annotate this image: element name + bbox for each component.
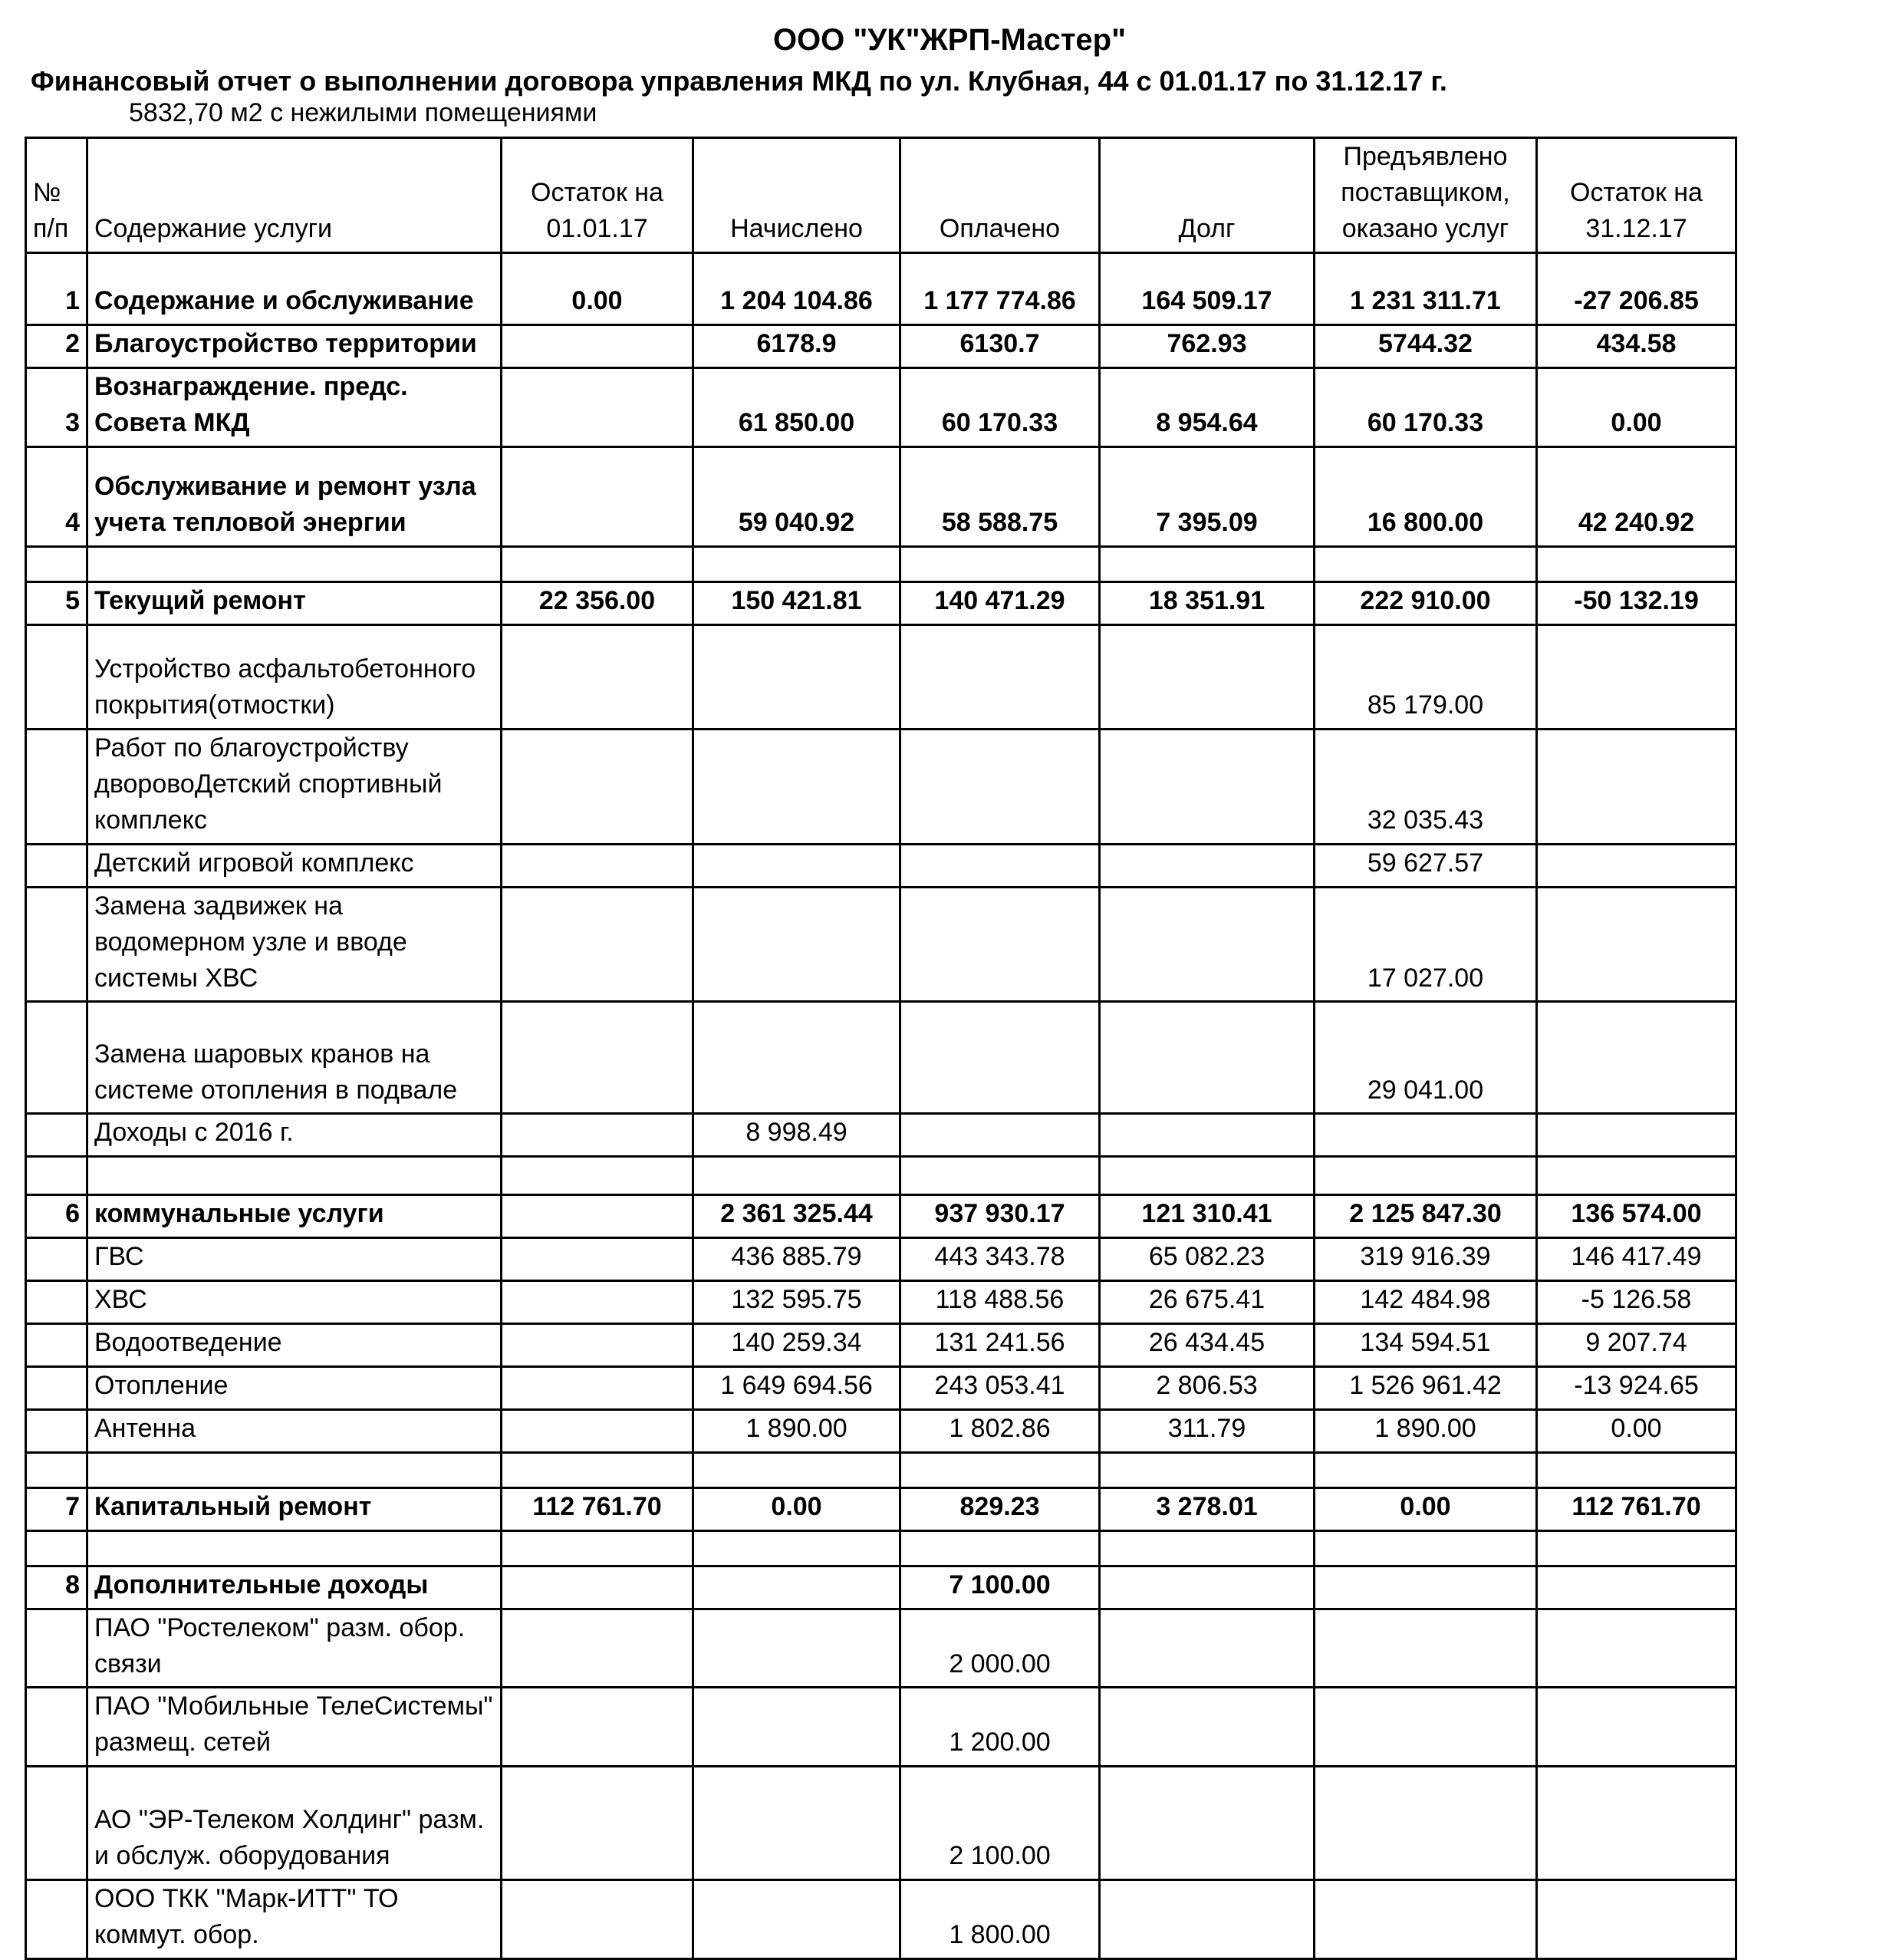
- table-row: [26, 1002, 1736, 1114]
- paid-value: [900, 844, 1100, 887]
- table-row: [26, 1157, 1736, 1195]
- balance-start-value: [502, 1880, 693, 1959]
- debt-value: [1100, 624, 1315, 729]
- supplier-value: 59 627.57: [1315, 844, 1537, 887]
- supplier-value: 29 041.00: [1315, 1002, 1537, 1114]
- table-row: [26, 1609, 1736, 1688]
- table-row: [26, 1409, 1736, 1452]
- table-row: [26, 1767, 1736, 1880]
- balance-end-value: [1537, 546, 1736, 581]
- debt-value: 2 806.53: [1100, 1366, 1315, 1409]
- row-no: [26, 1324, 87, 1367]
- accrued-value: [693, 546, 900, 581]
- balance-start-value: [502, 446, 693, 546]
- table-row: [26, 1487, 1736, 1530]
- service-name: Содержание и обслуживание: [87, 253, 502, 325]
- row-no: [26, 1880, 87, 1959]
- accrued-value: 1 890.00: [693, 1409, 900, 1452]
- paid-value: 2 100.00: [900, 1767, 1100, 1880]
- service-name: ПАО "Ростелеком" разм. обор. связи: [87, 1609, 502, 1688]
- balance-start-value: [502, 1238, 693, 1281]
- accrued-value: [693, 887, 900, 1002]
- report-title: Финансовый отчет о выполнении договора управления МКД по ул. Клубная, 44 с 01.01.17 по 31.12.17 г.: [31, 65, 1447, 97]
- table-row: [26, 325, 1736, 368]
- paid-value: 829.23: [900, 1487, 1100, 1530]
- col-header-balance-end: Остаток на 31.12.17: [1537, 138, 1736, 253]
- accrued-value: 8 998.49: [693, 1114, 900, 1157]
- accrued-value: [693, 729, 900, 844]
- service-name: Дополнительные доходы: [87, 1566, 502, 1609]
- service-name: ПАО "Мобильные ТелеСистемы" размещ. сетей: [87, 1688, 502, 1767]
- balance-start-value: [502, 1409, 693, 1452]
- accrued-value: 6178.9: [693, 325, 900, 368]
- supplier-value: [1315, 1609, 1537, 1688]
- table-row: [26, 1281, 1736, 1324]
- row-no: [26, 1114, 87, 1157]
- balance-end-value: 0.00: [1537, 1409, 1736, 1452]
- row-no: [26, 624, 87, 729]
- paid-value: [900, 1157, 1100, 1195]
- debt-value: [1100, 1157, 1315, 1195]
- service-name: ГВС: [87, 1238, 502, 1281]
- balance-start-value: [502, 887, 693, 1002]
- accrued-value: [693, 1002, 900, 1114]
- service-name: Обслуживание и ремонт узла учета тепловой энергии: [87, 446, 502, 546]
- table-row: [26, 1114, 1736, 1157]
- supplier-value: 5744.32: [1315, 325, 1537, 368]
- paid-value: 443 343.78: [900, 1238, 1100, 1281]
- balance-end-value: 42 240.92: [1537, 446, 1736, 546]
- debt-value: 8 954.64: [1100, 368, 1315, 447]
- balance-end-value: 136 574.00: [1537, 1195, 1736, 1238]
- row-no: [26, 1409, 87, 1452]
- paid-value: [900, 1530, 1100, 1566]
- service-name: Отопление: [87, 1366, 502, 1409]
- accrued-value: 2 361 325.44: [693, 1195, 900, 1238]
- accrued-value: [693, 1452, 900, 1487]
- balance-start-value: [502, 729, 693, 844]
- paid-value: [900, 1114, 1100, 1157]
- balance-start-value: [502, 1688, 693, 1767]
- service-name: АО "ЭР-Телеком Холдинг" разм. и обслуж. оборудования: [87, 1767, 502, 1880]
- paid-value: 60 170.33: [900, 368, 1100, 447]
- paid-value: 2 000.00: [900, 1609, 1100, 1688]
- debt-value: [1100, 546, 1315, 581]
- supplier-value: 16 800.00: [1315, 446, 1537, 546]
- accrued-value: 436 885.79: [693, 1238, 900, 1281]
- paid-value: 1 802.86: [900, 1409, 1100, 1452]
- debt-value: [1100, 1452, 1315, 1487]
- balance-end-value: [1537, 1114, 1736, 1157]
- accrued-value: 61 850.00: [693, 368, 900, 447]
- balance-start-value: [502, 844, 693, 887]
- balance-start-value: [502, 1281, 693, 1324]
- row-no: [26, 1366, 87, 1409]
- row-no: 6: [26, 1195, 87, 1238]
- paid-value: 243 053.41: [900, 1366, 1100, 1409]
- balance-start-value: [502, 546, 693, 581]
- balance-start-value: [502, 1609, 693, 1688]
- supplier-value: 60 170.33: [1315, 368, 1537, 447]
- table-row: [26, 253, 1736, 325]
- balance-end-value: [1537, 1880, 1736, 1959]
- supplier-value: [1315, 1880, 1537, 1959]
- balance-end-value: [1537, 1530, 1736, 1566]
- service-name: Антенна: [87, 1409, 502, 1452]
- supplier-value: 222 910.00: [1315, 581, 1537, 624]
- balance-start-value: [502, 1452, 693, 1487]
- debt-value: [1100, 1566, 1315, 1609]
- paid-value: 6130.7: [900, 325, 1100, 368]
- supplier-value: [1315, 1114, 1537, 1157]
- row-no: 3: [26, 368, 87, 447]
- paid-value: 118 488.56: [900, 1281, 1100, 1324]
- debt-value: 311.79: [1100, 1409, 1315, 1452]
- supplier-value: 85 179.00: [1315, 624, 1537, 729]
- table-row: [26, 844, 1736, 887]
- row-no: [26, 1767, 87, 1880]
- debt-value: 762.93: [1100, 325, 1315, 368]
- service-name: Устройство асфальтобетонного покрытия(отмостки): [87, 624, 502, 729]
- balance-end-value: 112 761.70: [1537, 1487, 1736, 1530]
- debt-value: 18 351.91: [1100, 581, 1315, 624]
- balance-end-value: -27 206.85: [1537, 253, 1736, 325]
- balance-start-value: [502, 1366, 693, 1409]
- col-header-debt: Долг: [1100, 138, 1315, 253]
- debt-value: [1100, 844, 1315, 887]
- balance-end-value: [1537, 1157, 1736, 1195]
- service-name: Текущий ремонт: [87, 581, 502, 624]
- balance-end-value: [1537, 1688, 1736, 1767]
- debt-value: [1100, 729, 1315, 844]
- balance-start-value: [502, 1157, 693, 1195]
- table-row: [26, 729, 1736, 844]
- accrued-value: [693, 1157, 900, 1195]
- table-row: [26, 1880, 1736, 1959]
- balance-end-value: [1537, 844, 1736, 887]
- service-name: Доходы с 2016 г.: [87, 1114, 502, 1157]
- supplier-value: [1315, 1530, 1537, 1566]
- paid-value: 131 241.56: [900, 1324, 1100, 1367]
- paid-value: 140 471.29: [900, 581, 1100, 624]
- paid-value: 1 177 774.86: [900, 253, 1100, 325]
- table-row: [26, 1688, 1736, 1767]
- debt-value: [1100, 887, 1315, 1002]
- balance-end-value: [1537, 1566, 1736, 1609]
- balance-start-value: [502, 1767, 693, 1880]
- table-row: [26, 1366, 1736, 1409]
- accrued-value: [693, 1688, 900, 1767]
- balance-end-value: 146 417.49: [1537, 1238, 1736, 1281]
- table-row: [26, 1238, 1736, 1281]
- supplier-value: [1315, 1688, 1537, 1767]
- table-row: [26, 624, 1736, 729]
- table-row: [26, 446, 1736, 546]
- table-row: [26, 546, 1736, 581]
- area-note: 5832,70 м2 с нежилыми помещениями: [129, 98, 597, 127]
- service-name: Замена задвижек на водомерном узле и вводе системы ХВС: [87, 887, 502, 1002]
- balance-start-value: 112 761.70: [502, 1487, 693, 1530]
- row-no: [26, 1530, 87, 1566]
- accrued-value: [693, 624, 900, 729]
- balance-end-value: [1537, 1452, 1736, 1487]
- balance-start-value: [502, 1195, 693, 1238]
- balance-start-value: [502, 368, 693, 447]
- table-row: [26, 1566, 1736, 1609]
- paid-value: [900, 624, 1100, 729]
- balance-end-value: [1537, 624, 1736, 729]
- service-name: Водоотведение: [87, 1324, 502, 1367]
- supplier-value: 1 890.00: [1315, 1409, 1537, 1452]
- balance-end-value: 0.00: [1537, 368, 1736, 447]
- debt-value: 7 395.09: [1100, 446, 1315, 546]
- debt-value: 26 675.41: [1100, 1281, 1315, 1324]
- row-no: [26, 1688, 87, 1767]
- debt-value: 164 509.17: [1100, 253, 1315, 325]
- balance-start-value: [502, 325, 693, 368]
- debt-value: [1100, 1767, 1315, 1880]
- row-no: 8: [26, 1566, 87, 1609]
- accrued-value: 1 649 694.56: [693, 1366, 900, 1409]
- balance-end-value: [1537, 729, 1736, 844]
- service-name: ХВС: [87, 1281, 502, 1324]
- debt-value: 65 082.23: [1100, 1238, 1315, 1281]
- row-no: [26, 1238, 87, 1281]
- supplier-value: [1315, 1157, 1537, 1195]
- table-row: [26, 1530, 1736, 1566]
- service-name: [87, 546, 502, 581]
- debt-value: 121 310.41: [1100, 1195, 1315, 1238]
- balance-start-value: [502, 1114, 693, 1157]
- supplier-value: [1315, 1566, 1537, 1609]
- balance-end-value: 9 207.74: [1537, 1324, 1736, 1367]
- paid-value: [900, 1002, 1100, 1114]
- accrued-value: [693, 1566, 900, 1609]
- col-header-no: № п/п: [26, 138, 87, 253]
- table-row: [26, 1195, 1736, 1238]
- supplier-value: 319 916.39: [1315, 1238, 1537, 1281]
- row-no: [26, 1157, 87, 1195]
- supplier-value: 32 035.43: [1315, 729, 1537, 844]
- row-no: [26, 887, 87, 1002]
- service-name: Благоустройство территории: [87, 325, 502, 368]
- row-no: 7: [26, 1487, 87, 1530]
- supplier-value: 0.00: [1315, 1487, 1537, 1530]
- paid-value: [900, 546, 1100, 581]
- table-row: [26, 581, 1736, 624]
- balance-end-value: [1537, 1002, 1736, 1114]
- company-name: ООО "УК"ЖРП-Мастер": [772, 23, 1127, 57]
- balance-end-value: [1537, 1767, 1736, 1880]
- supplier-value: [1315, 1452, 1537, 1487]
- service-name: Замена шаровых кранов на системе отопления в подвале: [87, 1002, 502, 1114]
- paid-value: [900, 887, 1100, 1002]
- row-no: [26, 1609, 87, 1688]
- paid-value: 1 800.00: [900, 1880, 1100, 1959]
- balance-start-value: [502, 1566, 693, 1609]
- debt-value: [1100, 1880, 1315, 1959]
- service-name: Капитальный ремонт: [87, 1487, 502, 1530]
- paid-value: 58 588.75: [900, 446, 1100, 546]
- paid-value: 937 930.17: [900, 1195, 1100, 1238]
- accrued-value: 140 259.34: [693, 1324, 900, 1367]
- supplier-value: 2 125 847.30: [1315, 1195, 1537, 1238]
- table-row: [26, 887, 1736, 1002]
- balance-start-value: 22 356.00: [502, 581, 693, 624]
- row-no: [26, 1452, 87, 1487]
- paid-value: [900, 729, 1100, 844]
- accrued-value: 59 040.92: [693, 446, 900, 546]
- row-no: [26, 844, 87, 887]
- paid-value: 1 200.00: [900, 1688, 1100, 1767]
- debt-value: [1100, 1609, 1315, 1688]
- row-no: 2: [26, 325, 87, 368]
- col-header-supplier: Предъявлено поставщиком, оказано услуг: [1315, 138, 1537, 253]
- supplier-value: 134 594.51: [1315, 1324, 1537, 1367]
- service-name: Вознаграждение. предс. Совета МКД: [87, 368, 502, 447]
- accrued-value: [693, 1880, 900, 1959]
- accrued-value: 0.00: [693, 1487, 900, 1530]
- row-no: [26, 1281, 87, 1324]
- debt-value: 26 434.45: [1100, 1324, 1315, 1367]
- balance-start-value: [502, 1530, 693, 1566]
- accrued-value: 1 204 104.86: [693, 253, 900, 325]
- paid-value: [900, 1452, 1100, 1487]
- balance-end-value: -5 126.58: [1537, 1281, 1736, 1324]
- debt-value: [1100, 1114, 1315, 1157]
- accrued-value: 150 421.81: [693, 581, 900, 624]
- supplier-value: 142 484.98: [1315, 1281, 1537, 1324]
- balance-end-value: 434.58: [1537, 325, 1736, 368]
- balance-end-value: [1537, 1609, 1736, 1688]
- accrued-value: [693, 1530, 900, 1566]
- col-header-service: Содержание услуги: [87, 138, 502, 253]
- row-no: [26, 729, 87, 844]
- col-header-paid: Оплачено: [900, 138, 1100, 253]
- row-no: [26, 1002, 87, 1114]
- balance-start-value: [502, 624, 693, 729]
- paid-value: 7 100.00: [900, 1566, 1100, 1609]
- service-name: Детский игровой комплекс: [87, 844, 502, 887]
- row-no: 4: [26, 446, 87, 546]
- service-name: коммунальные услуги: [87, 1195, 502, 1238]
- supplier-value: 1 526 961.42: [1315, 1366, 1537, 1409]
- debt-value: [1100, 1002, 1315, 1114]
- service-name: [87, 1530, 502, 1566]
- service-name: [87, 1452, 502, 1487]
- col-header-balance-start: Остаток на 01.01.17: [502, 138, 693, 253]
- balance-start-value: 0.00: [502, 253, 693, 325]
- service-name: ООО ТКК "Марк-ИТТ" ТО коммут. обор.: [87, 1880, 502, 1959]
- supplier-value: 1 231 311.71: [1315, 253, 1537, 325]
- accrued-value: 132 595.75: [693, 1281, 900, 1324]
- col-header-accrued: Начислено: [693, 138, 900, 253]
- service-name: Работ по благоустройству дворовоДетский спортивный комплекс: [87, 729, 502, 844]
- table-row: [26, 368, 1736, 447]
- accrued-value: [693, 1609, 900, 1688]
- supplier-value: 17 027.00: [1315, 887, 1537, 1002]
- debt-value: [1100, 1530, 1315, 1566]
- balance-start-value: [502, 1324, 693, 1367]
- service-name: [87, 1157, 502, 1195]
- row-no: 5: [26, 581, 87, 624]
- balance-end-value: -50 132.19: [1537, 581, 1736, 624]
- accrued-value: [693, 844, 900, 887]
- balance-end-value: [1537, 887, 1736, 1002]
- table-row: [26, 1324, 1736, 1367]
- balance-end-value: -13 924.65: [1537, 1366, 1736, 1409]
- debt-value: [1100, 1688, 1315, 1767]
- table-row: [26, 1452, 1736, 1487]
- report-table: [25, 137, 1737, 1960]
- balance-start-value: [502, 1002, 693, 1114]
- row-no: 1: [26, 253, 87, 325]
- row-no: [26, 546, 87, 581]
- table-header-row: [26, 138, 1736, 253]
- supplier-value: [1315, 1767, 1537, 1880]
- debt-value: 3 278.01: [1100, 1487, 1315, 1530]
- supplier-value: [1315, 546, 1537, 581]
- accrued-value: [693, 1767, 900, 1880]
